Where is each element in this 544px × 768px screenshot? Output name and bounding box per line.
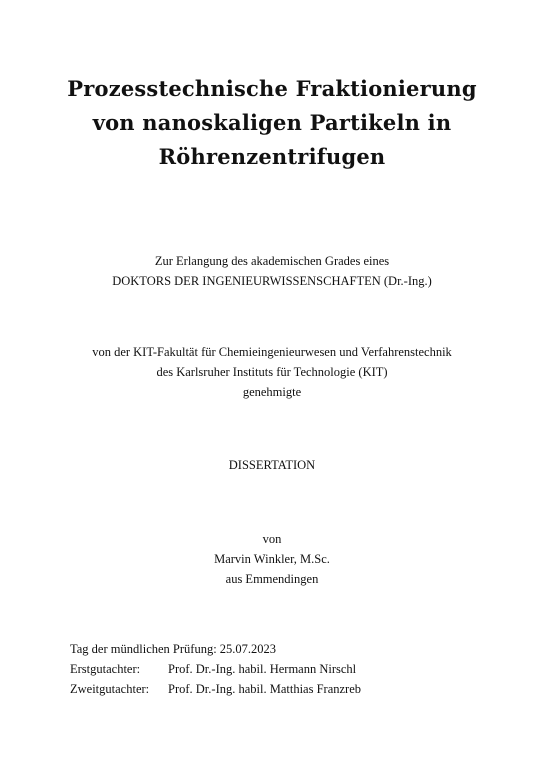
author-block xyxy=(0,529,544,589)
degree-statement xyxy=(0,251,544,291)
author-by: von xyxy=(262,532,282,546)
faculty-line-3: genehmigte xyxy=(242,385,302,399)
faculty-line-1: von der KIT-Fakultät für Chemieingenieurwesen und Verfahrenstechnik xyxy=(92,345,452,359)
first-reviewer-row xyxy=(70,659,490,679)
committee-block xyxy=(70,639,490,699)
document-type-label: DISSERTATION xyxy=(228,458,316,472)
degree-line-1: Zur Erlangung des akademischen Grades eines xyxy=(154,254,390,268)
first-reviewer-label: Erstgutachter: xyxy=(70,662,141,676)
document-type xyxy=(0,455,544,475)
title-line-3: Röhrenzentrifugen xyxy=(158,144,386,169)
second-reviewer-name: Prof. Dr.-Ing. habil. Matthias Franzreb xyxy=(168,682,362,696)
title-line-1: Prozesstechnische Fraktionierung xyxy=(67,76,477,101)
faculty-statement xyxy=(0,342,544,402)
faculty-line-2: des Karlsruher Instituts für Technologie (KIT) xyxy=(156,365,388,379)
degree-line-2: DOKTORS DER INGENIEURWISSENSCHAFTEN (Dr.-Ing.) xyxy=(112,274,432,288)
first-reviewer-name: Prof. Dr.-Ing. habil. Hermann Nirschl xyxy=(168,662,357,676)
author-name: Marvin Winkler, M.Sc. xyxy=(214,552,330,566)
author-origin: aus Emmendingen xyxy=(225,572,319,586)
exam-date: Tag der mündlichen Prüfung: 25.07.2023 xyxy=(70,642,277,656)
second-reviewer-label: Zweitgutachter: xyxy=(70,682,150,696)
title-line-2: von nanoskaligen Partikeln in xyxy=(92,110,452,135)
dissertation-title xyxy=(0,72,544,174)
second-reviewer-row xyxy=(70,679,490,699)
